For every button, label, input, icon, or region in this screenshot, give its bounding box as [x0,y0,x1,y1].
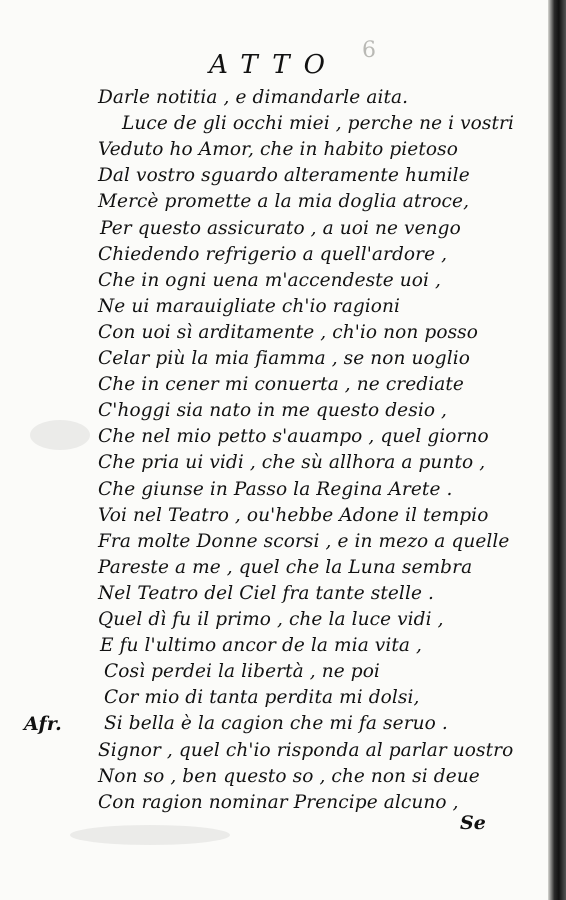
verse-line-text: C'hoggi sia nato in me questo desio , [98,400,448,422]
verse-line-text: Chiedendo refrigerio a quell'ardore , [98,243,448,265]
verse-line-text: Si bella è la cagion che mi fa seruo . [104,713,448,735]
verse-line [0,711,548,737]
catchword: Se [460,812,486,834]
verse-line-text: Ne ui marauigliate ch'io ragioni [98,295,401,317]
verse-line [0,320,548,346]
verse-line [0,581,548,607]
verse-line-text: Con uoi sì arditamente , ch'io non posso [98,321,479,343]
verse-line [0,398,548,424]
verse-line-text: Che in cener mi conuerta , ne crediate [98,374,464,396]
verse-line-text: Signor , quel ch'io risponda al parlar uostro [98,739,514,761]
verse-line-text: Cor mio di tanta perdita mi dolsi, [104,687,420,709]
verse-line-text: Luce de gli occhi miei , perche ne i vostri [122,113,515,135]
verse-line [0,137,548,163]
verse-line-text: Nel Teatro del Ciel fra tante stelle . [98,582,434,604]
verse-line-text: Voi nel Teatro , ou'hebbe Adone il tempio [98,504,489,526]
verse-line-text: Con ragion nominar Prencipe alcuno , [98,791,459,813]
verse-line [0,372,548,398]
verse-line [0,268,548,294]
verse-line-text: Che nel mio petto s'auampo , quel giorno [98,426,489,448]
verse-line-text: Dal vostro sguardo alteramente humile [98,165,470,187]
verse-line [0,189,548,215]
verse-line [0,659,548,685]
verse-line [0,450,548,476]
verse-line-text: Non so , ben questo so , che non si deue [98,765,480,787]
verse-line [0,764,548,790]
verse-line-text: Quel dì fu il primo , che la luce vidi , [98,609,444,630]
verse-line [0,163,548,189]
verse-line-text: Che giunse in Passo la Regina Arete . [98,478,453,500]
verse-line-text: Che in ogni uena m'accendeste uoi , [98,269,442,291]
verse-line [0,633,548,659]
paper-stain [70,825,230,845]
verse-line [0,216,548,242]
verse-line [0,85,548,111]
verse-line-text: Darle notitia , e dimandarle aita. [98,87,409,108]
running-head: ATTO [209,50,339,80]
verse-line [0,529,548,555]
page-binding-edge [548,0,566,900]
verse-line-text: Fra molte Donne scorsi , e in mezo a quelle [98,530,510,552]
verse-line [0,111,548,137]
folio-mark: 6 [362,38,376,63]
verse-line [0,738,548,764]
verse-line-text: Così perdei la libertà , ne poi [104,661,380,683]
verse-line [0,685,548,711]
verse-line-text: Mercè promette a la mia doglia atroce, [98,191,470,213]
verse-line [0,424,548,450]
verse-line [0,477,548,503]
verse-line [0,555,548,581]
verse-line [0,294,548,320]
verse-line-text: Per questo assicurato , a uoi ne vengo [100,217,461,239]
verse-line [0,503,548,529]
verse-line-text: Pareste a me , quel che la Luna sembra [98,556,473,578]
verse-line-text: Veduto ho Amor, che in habito pietoso [98,139,458,161]
verse-line-text: Celar più la mia fiamma , se non uoglio [98,348,471,369]
verse-line [0,346,548,372]
verse-line [0,607,548,633]
verse-line-text: E fu l'ultimo ancor de la mia vita , [100,635,423,657]
verse-line-text: Che pria ui vidi , che sù allhora a punto , [98,452,486,474]
verse-line [0,242,548,268]
speaker-label: Afr. [24,713,62,736]
